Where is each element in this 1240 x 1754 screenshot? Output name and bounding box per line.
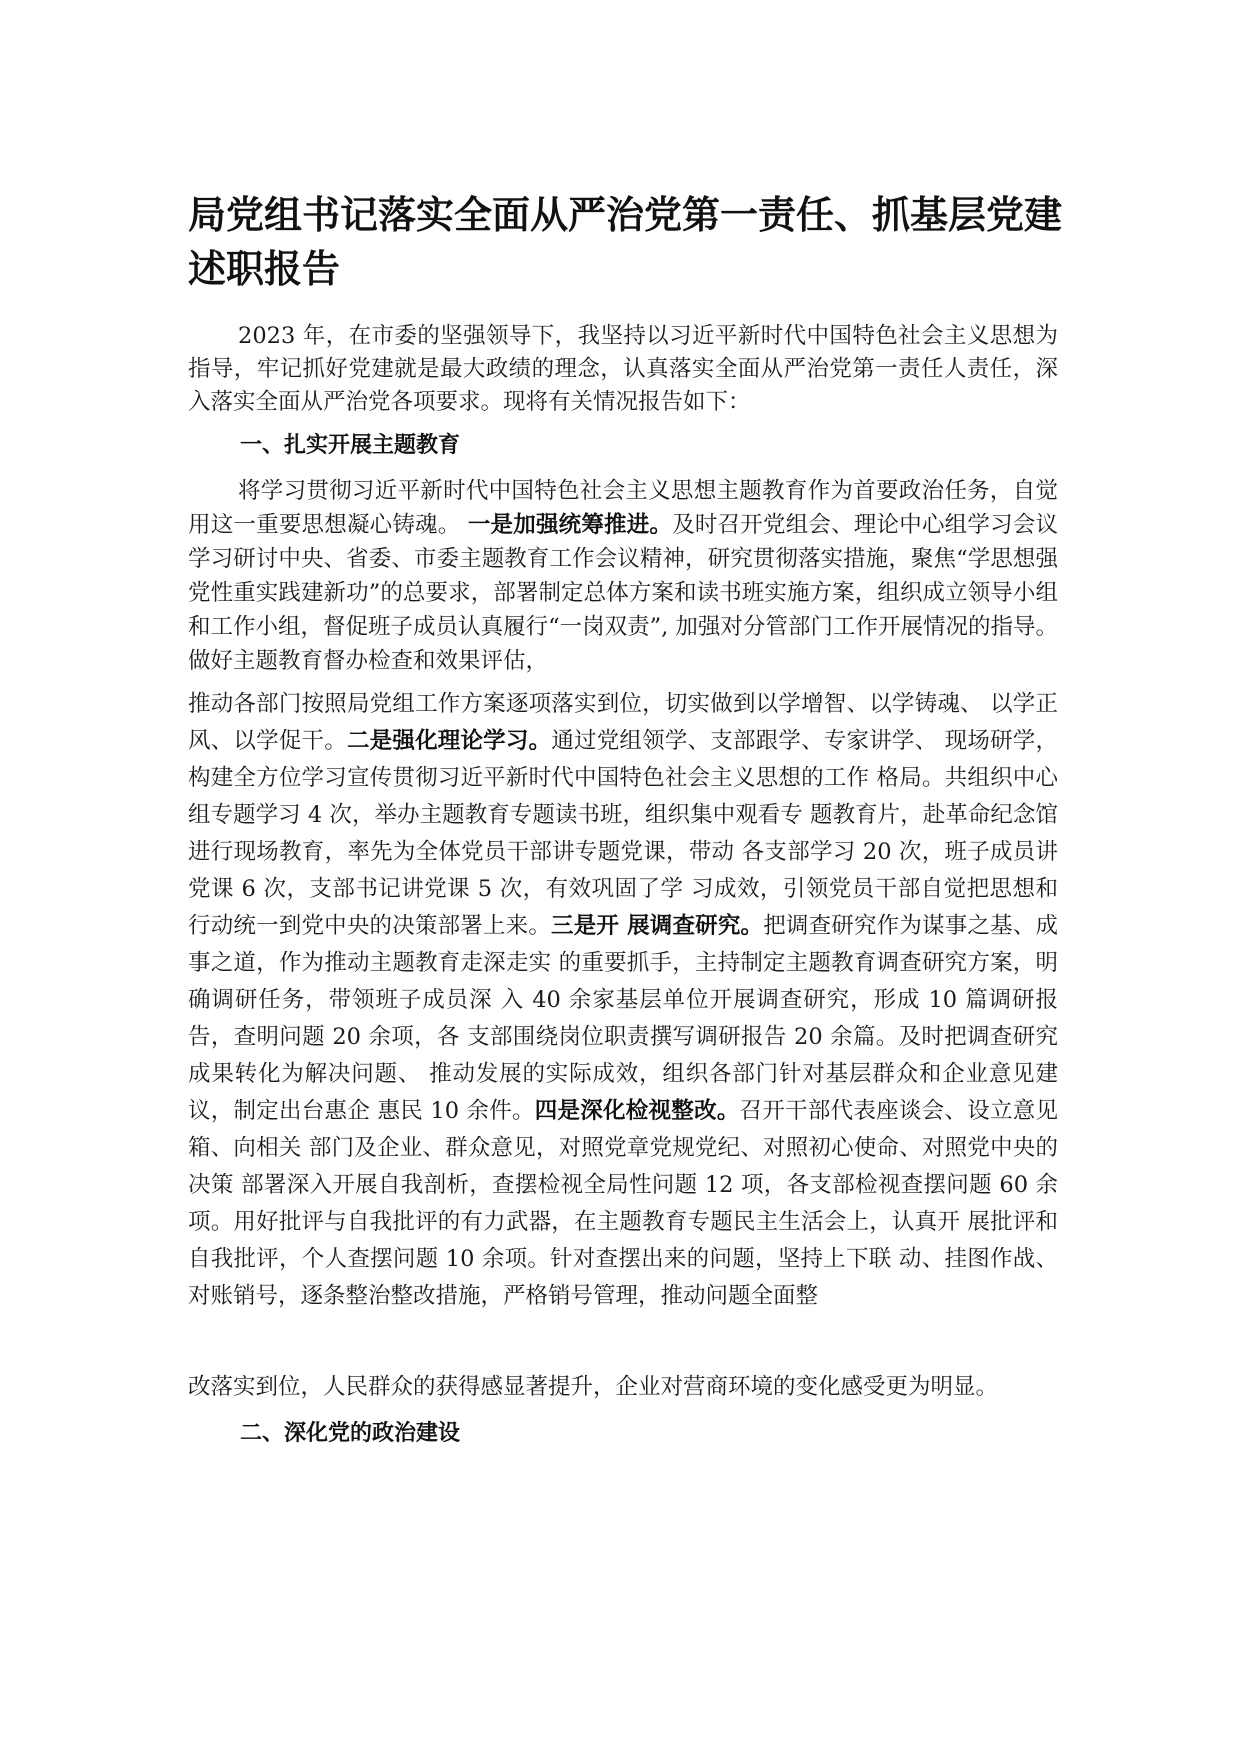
section1-paragraph-part-a [188, 474, 1058, 678]
section1-paragraph-part-b [188, 686, 1058, 1315]
section-heading-1: 一、扎实开展主题教育 [240, 433, 461, 458]
para-bold-point-2: 二是强化理论学习。 [346, 728, 552, 754]
para-text: 把调查研究作为谋事之基、成事之道，作为推动主题教育走深走实 的重要抓手，主持制定主题教育调查研究方案，明确调研任务，带领班子成员深 入 40 余家基层单位开展调查研究，形成 10 篇调研报告，查明问题 20 余项，各 支部围绕岗位职责撰写调研报告 20 余篇。及时把调查研究成果转化为解决问题、 推动发展的实际成效，组织各部门针对基层群众和企业意见建议，制定出台惠企 惠民 10 余件。 [188, 913, 1058, 1124]
para-text: 及时召开党组会、理论中心组学习会议学习研讨中央、省委、市委主题教育工作会议精神，研究贯彻落实措施，聚焦“学思想强党性重实践建新功”的总要求，部署制定总体方案和读书班实施方案，组织成立领导小组和工作小组，督促班子成员认真履行“一岗双责”, 加强对分管部门工作开展情况的指导。做好主题教育督办检查和效果评估， [188, 512, 1058, 674]
section-heading-2: 二、深化党的政治建设 [240, 1421, 461, 1446]
document-title: 局党组书记落实全面从严治党第一责任、抓基层党建述职报告 [188, 193, 1063, 291]
para-text: 通过党组领学、支部跟学、专家讲学、 现场研学，构建全方位学习宣传贯彻习近平新时代中国特色社会主义思想的工作 格局。共组织中心组专题学习 4 次，举办主题教育专题读书班，组织集中观看专 题教育片，赴革命纪念馆进行现场教育，率先为全体党员干部讲专题党课，带动 各支部学习 20 次，班子成员讲党课 6 次，支部书记讲党课 5 次，有效巩固了学 习成效，引领党员干部自觉把思想和行动统一到党中央的决策部署上来。 [188, 728, 1058, 939]
para-bold-point-1: 一是加强统筹推进。 [467, 512, 673, 538]
para-bold-point-4: 四是深化检视整改。 [534, 1098, 740, 1124]
section1-paragraph-part-c: 改落实到位，人民群众的获得感显著提升，企业对营商环境的变化感受更为明显。 [188, 1374, 999, 1400]
para-text: 召开干部代表座谈会、设立意见箱、向相关 部门及企业、群众意见，对照党章党规党纪、对照初心使命、对照党中央的决策 部署深入开展自我剖析，查摆检视全局性问题 12 项，各支部检视查摆问题 60 余项。用好批评与自我批评的有力武器，在主题教育专题民主生活会上，认真开 展批评和自我批评，个人查摆问题 10 余项。针对查摆出来的问题，坚持上下联 动、挂图作战、对账销号，逐条整治整改措施，严格销号管理，推动问题全面整 [188, 1098, 1058, 1309]
para-bold-point-3: 三是开 展调查研究。 [551, 913, 764, 939]
para-text: 将学习贯彻习近平新时代中国特色社会主义思想主题教育作为首要政治任务，自觉用这一重要思想凝心铸魂。 [188, 478, 1058, 538]
intro-paragraph: 2023 年，在市委的坚强领导下，我坚持以习近平新时代中国特色社会主义思想为指导，牢记抓好党建就是最大政绩的理念，认真落实全面从严治党第一责任人责任，深入落实全面从严治党各项要求。现将有关情况报告如下： [188, 323, 1058, 415]
para-text: 推动各部门按照局党组工作方案逐项落实到位，切实做到以学增智、以学铸魂、 以学正风、以学促干。 [188, 691, 1058, 754]
